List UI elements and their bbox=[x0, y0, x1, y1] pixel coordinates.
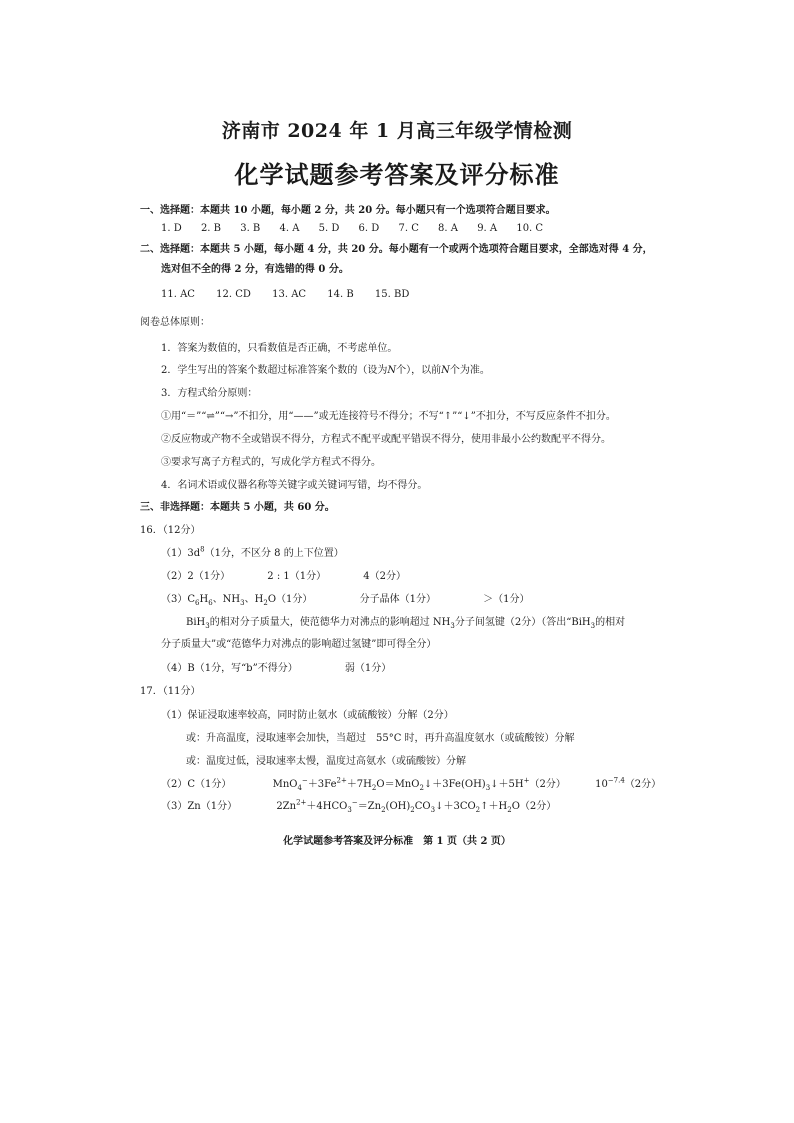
principle-4: 4．名词术语或仪器名称等关键字或关键词写错，均不得分。 bbox=[161, 480, 428, 491]
q16-part3-explain: BiH$_3$的相对分子质量大，使范德华力对沸点的影响超过 $NH_3$分子间氢键（2分）（答出“BiH$_3$的相对 bbox=[186, 617, 626, 630]
q17-part1: （1）保证浸取速率较高，同时防止氨水（或硫酸铵）分解（2分） bbox=[161, 710, 454, 721]
q16-part2: （2）2（1分） 2 : 1（1分） 4（2分） bbox=[161, 571, 407, 582]
principle-3: 3．方程式给分原则： bbox=[161, 388, 258, 399]
answer-14: 14. B bbox=[327, 289, 354, 300]
answer-7: 7. C bbox=[398, 223, 419, 234]
section2-answers bbox=[161, 288, 409, 302]
section1-answers bbox=[161, 222, 543, 236]
section3-heading: 三、非选择题：本题共 5 小题，共 60 分。 bbox=[140, 502, 335, 513]
q16-part3: $(3)C_6H_6$、$NH_3$、$H_2O(1$分） 分子晶体（1分） ＞（1分） bbox=[161, 594, 530, 607]
principle-3b: ②反应物或产物不全或错误不得分，方程式不配平或配平错误不得分，使用非最小公约数配平不得分。 bbox=[161, 434, 611, 445]
answer-12: 12. CD bbox=[216, 289, 251, 300]
q16-part3-explain-cont: 分子质量大”或“范德华力对沸点的影响超过氢键”即可得全分） bbox=[161, 639, 437, 650]
answer-5: 5. D bbox=[318, 223, 340, 234]
answer-15: 15. BD bbox=[374, 289, 410, 300]
answer-4: 4. A bbox=[279, 223, 300, 234]
answer-2: 2. B bbox=[200, 223, 222, 234]
section1-heading: 一、选择题：本题共 10 小题，每小题 2 分，共 20 分。每小题只有一个选项符合题目要求。 bbox=[140, 205, 556, 216]
q17-label: 17．（11分） bbox=[140, 686, 201, 697]
section2-heading: 二、选择题：本题共 5 小题，每小题 4 分，共 20 分。每小题有一个或两个选项符合题目要求，全部选对得 4 分， bbox=[140, 244, 653, 255]
q17-part2: （2）C（1分） $MnO_4^-+3Fe^{2+}+7H_2O=MnO_2↓+3Fe(OH)_3↓+5H^+(2$分） $10^{-7.4}(2$分） bbox=[161, 776, 662, 792]
document-title: 济南市 2024 年 1 月高三年级学情检测 bbox=[221, 120, 573, 142]
answer-6: 6. D bbox=[358, 223, 380, 234]
principles-heading: 阅卷总体原则： bbox=[140, 317, 210, 328]
answer-13: 13. AC bbox=[272, 289, 307, 300]
principle-2: 2．学生写出的答案个数超过标准答案个数的（设为N个），以前N个为准。 bbox=[161, 365, 490, 376]
q16-part4: （4）B（1分，写“b”不得分） 弱（1分） bbox=[161, 663, 392, 674]
q16-label: 16．（12分） bbox=[140, 525, 201, 536]
q17-part3: （3）Zn（1分） $2Zn^{2+}+4HCO_3^-=Zn_2(OH)_2CO_3↓+3CO_2↑+H_2O(2$分） bbox=[161, 798, 557, 814]
document-subtitle: 化学试题参考答案及评分标准 bbox=[234, 160, 560, 189]
principle-3c: ③要求写离子方程式的，写成化学方程式不得分。 bbox=[161, 457, 381, 468]
answer-11: 11. AC bbox=[161, 289, 195, 300]
q17-part1-alt2: 或：温度过低，浸取速率太慢，温度过高氨水（或硫酸铵）分解 bbox=[186, 756, 466, 767]
page-footer: 化学试题参考答案及评分标准 第 1 页（共 2 页） bbox=[283, 836, 511, 847]
answer-10: 10. C bbox=[516, 223, 544, 234]
principle-3a: ①用“＝”“⇌”“→”不扣分，用“——”或无连接符号不得分；不写“↑”“↓”不扣分，不写反应条件不扣分。 bbox=[161, 411, 616, 422]
principle-1: 1．答案为数值的，只看数值是否正确，不考虑单位。 bbox=[161, 343, 398, 354]
answer-8: 8. A bbox=[438, 223, 458, 234]
answer-3: 3. B bbox=[240, 223, 261, 234]
section2-heading-cont: 选对但不全的得 2 分，有选错的得 0 分。 bbox=[161, 264, 349, 275]
q17-part1-alt1: 或：升高温度，浸取速率会加快，当超过 55°C 时，再升高温度氨水（或硫酸铵）分解 bbox=[186, 733, 575, 744]
q16-part1: $(1)3d^8(1$分，不区分 8 的上下位置） bbox=[161, 545, 344, 559]
answer-1: 1. D bbox=[161, 223, 182, 234]
answer-9: 9. A bbox=[477, 223, 498, 234]
